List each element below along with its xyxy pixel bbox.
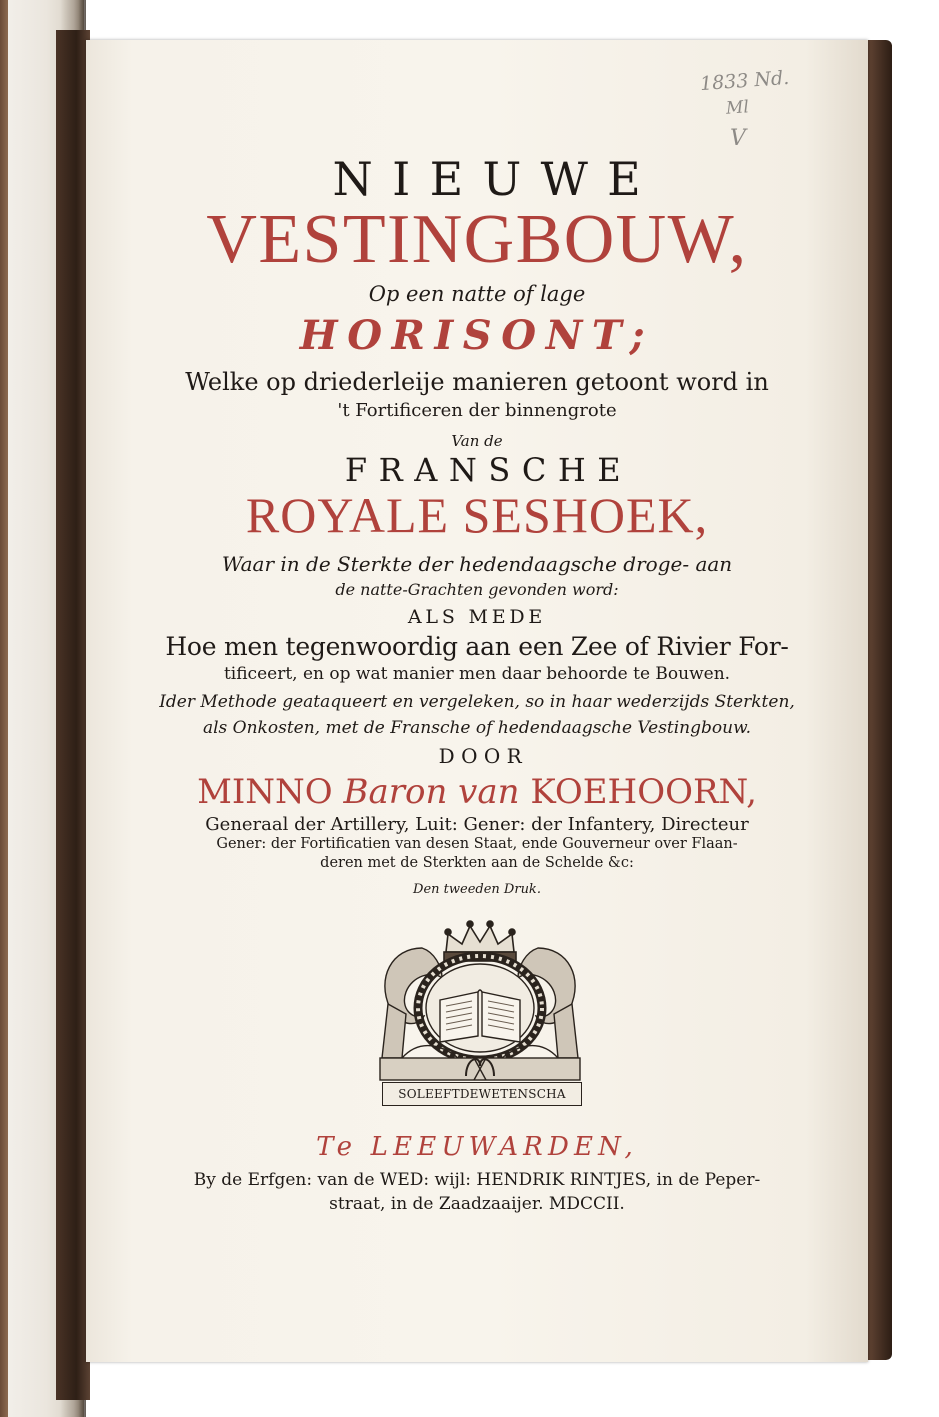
text-als-mede: ALS MEDE bbox=[407, 606, 547, 628]
title-page bbox=[86, 40, 868, 1362]
title-line-royale-seshoek: ROYALE SESHOEK, bbox=[245, 487, 709, 543]
author-last-name: KOEHOORN, bbox=[530, 772, 757, 812]
shelf-note-line1: 1833 Nd. bbox=[699, 66, 790, 96]
imprint-place: Te LEEUWARDEN, bbox=[316, 1132, 638, 1162]
title-line-horisont: HORISONT; bbox=[299, 312, 655, 359]
text-door: DOOR bbox=[438, 744, 529, 768]
shelf-note-line2: Ml bbox=[725, 97, 750, 119]
left-cover-edge bbox=[0, 0, 8, 1417]
imprint-printer: By de Erfgen: van de WED: wijl: HENDRIK RINTJES, in de Peper- bbox=[193, 1170, 761, 1190]
shelf-note-line3: V bbox=[730, 126, 746, 151]
title-line-vestingbouw: VESTINGBOUW, bbox=[206, 201, 748, 278]
text-van-de: Van de bbox=[451, 432, 503, 450]
subtitle-op-een-natte: Op een natte of lage bbox=[368, 282, 586, 306]
text-fortificeren: 't Fortificeren der binnengrote bbox=[337, 400, 617, 421]
device-motto-banner: SOLEEFTDEWETENSCHA bbox=[382, 1082, 582, 1106]
text-deren-schelde: deren met de Sterkten aan de Schelde &c: bbox=[320, 855, 634, 871]
text-gener-fortificatien: Gener: der Fortificatien van desen Staat, ende Gouverneur over Flaan- bbox=[216, 836, 738, 852]
author-title: Baron van bbox=[343, 772, 520, 812]
title-line-fransche: FRANSCHE bbox=[344, 451, 633, 489]
title-page-text bbox=[86, 40, 868, 1362]
text-tweeden-druk: Den tweeden Druk. bbox=[413, 882, 541, 897]
wreath-icon bbox=[418, 956, 542, 1060]
text-ider-methode: Ider Methode geataqueert en vergeleken, so in haar wederzijds Sterkten, bbox=[159, 692, 795, 712]
text-hoe-men: Hoe men tegenwoordig aan een Zee of Rivier For- bbox=[165, 632, 789, 661]
text-als-onkosten: als Onkosten, met de Fransche of hedendaagsche Vestingbouw. bbox=[202, 718, 752, 738]
text-generaal: Generaal der Artillery, Luit: Gener: der Infantery, Directeur bbox=[205, 814, 749, 835]
text-tificeert: tificeert, en op wat manier men daar behoorde te Bouwen. bbox=[223, 664, 731, 684]
printers-device-image bbox=[362, 908, 598, 1108]
book-gutter bbox=[56, 30, 90, 1400]
text-welke: Welke op driederleije manieren getoont word in bbox=[185, 368, 769, 396]
author-first-name: MINNO bbox=[197, 772, 333, 812]
imprint-address-date: straat, in de Zaadzaaijer. MDCCII. bbox=[329, 1194, 625, 1214]
title-line-nieuwe: NIEUWE bbox=[332, 152, 661, 206]
text-waar-in: Waar in de Sterkte der hedendaagsche droge- aan bbox=[221, 552, 733, 576]
text-natte-grachten: de natte-Grachten gevonden word: bbox=[335, 580, 619, 599]
author-line bbox=[86, 772, 868, 812]
